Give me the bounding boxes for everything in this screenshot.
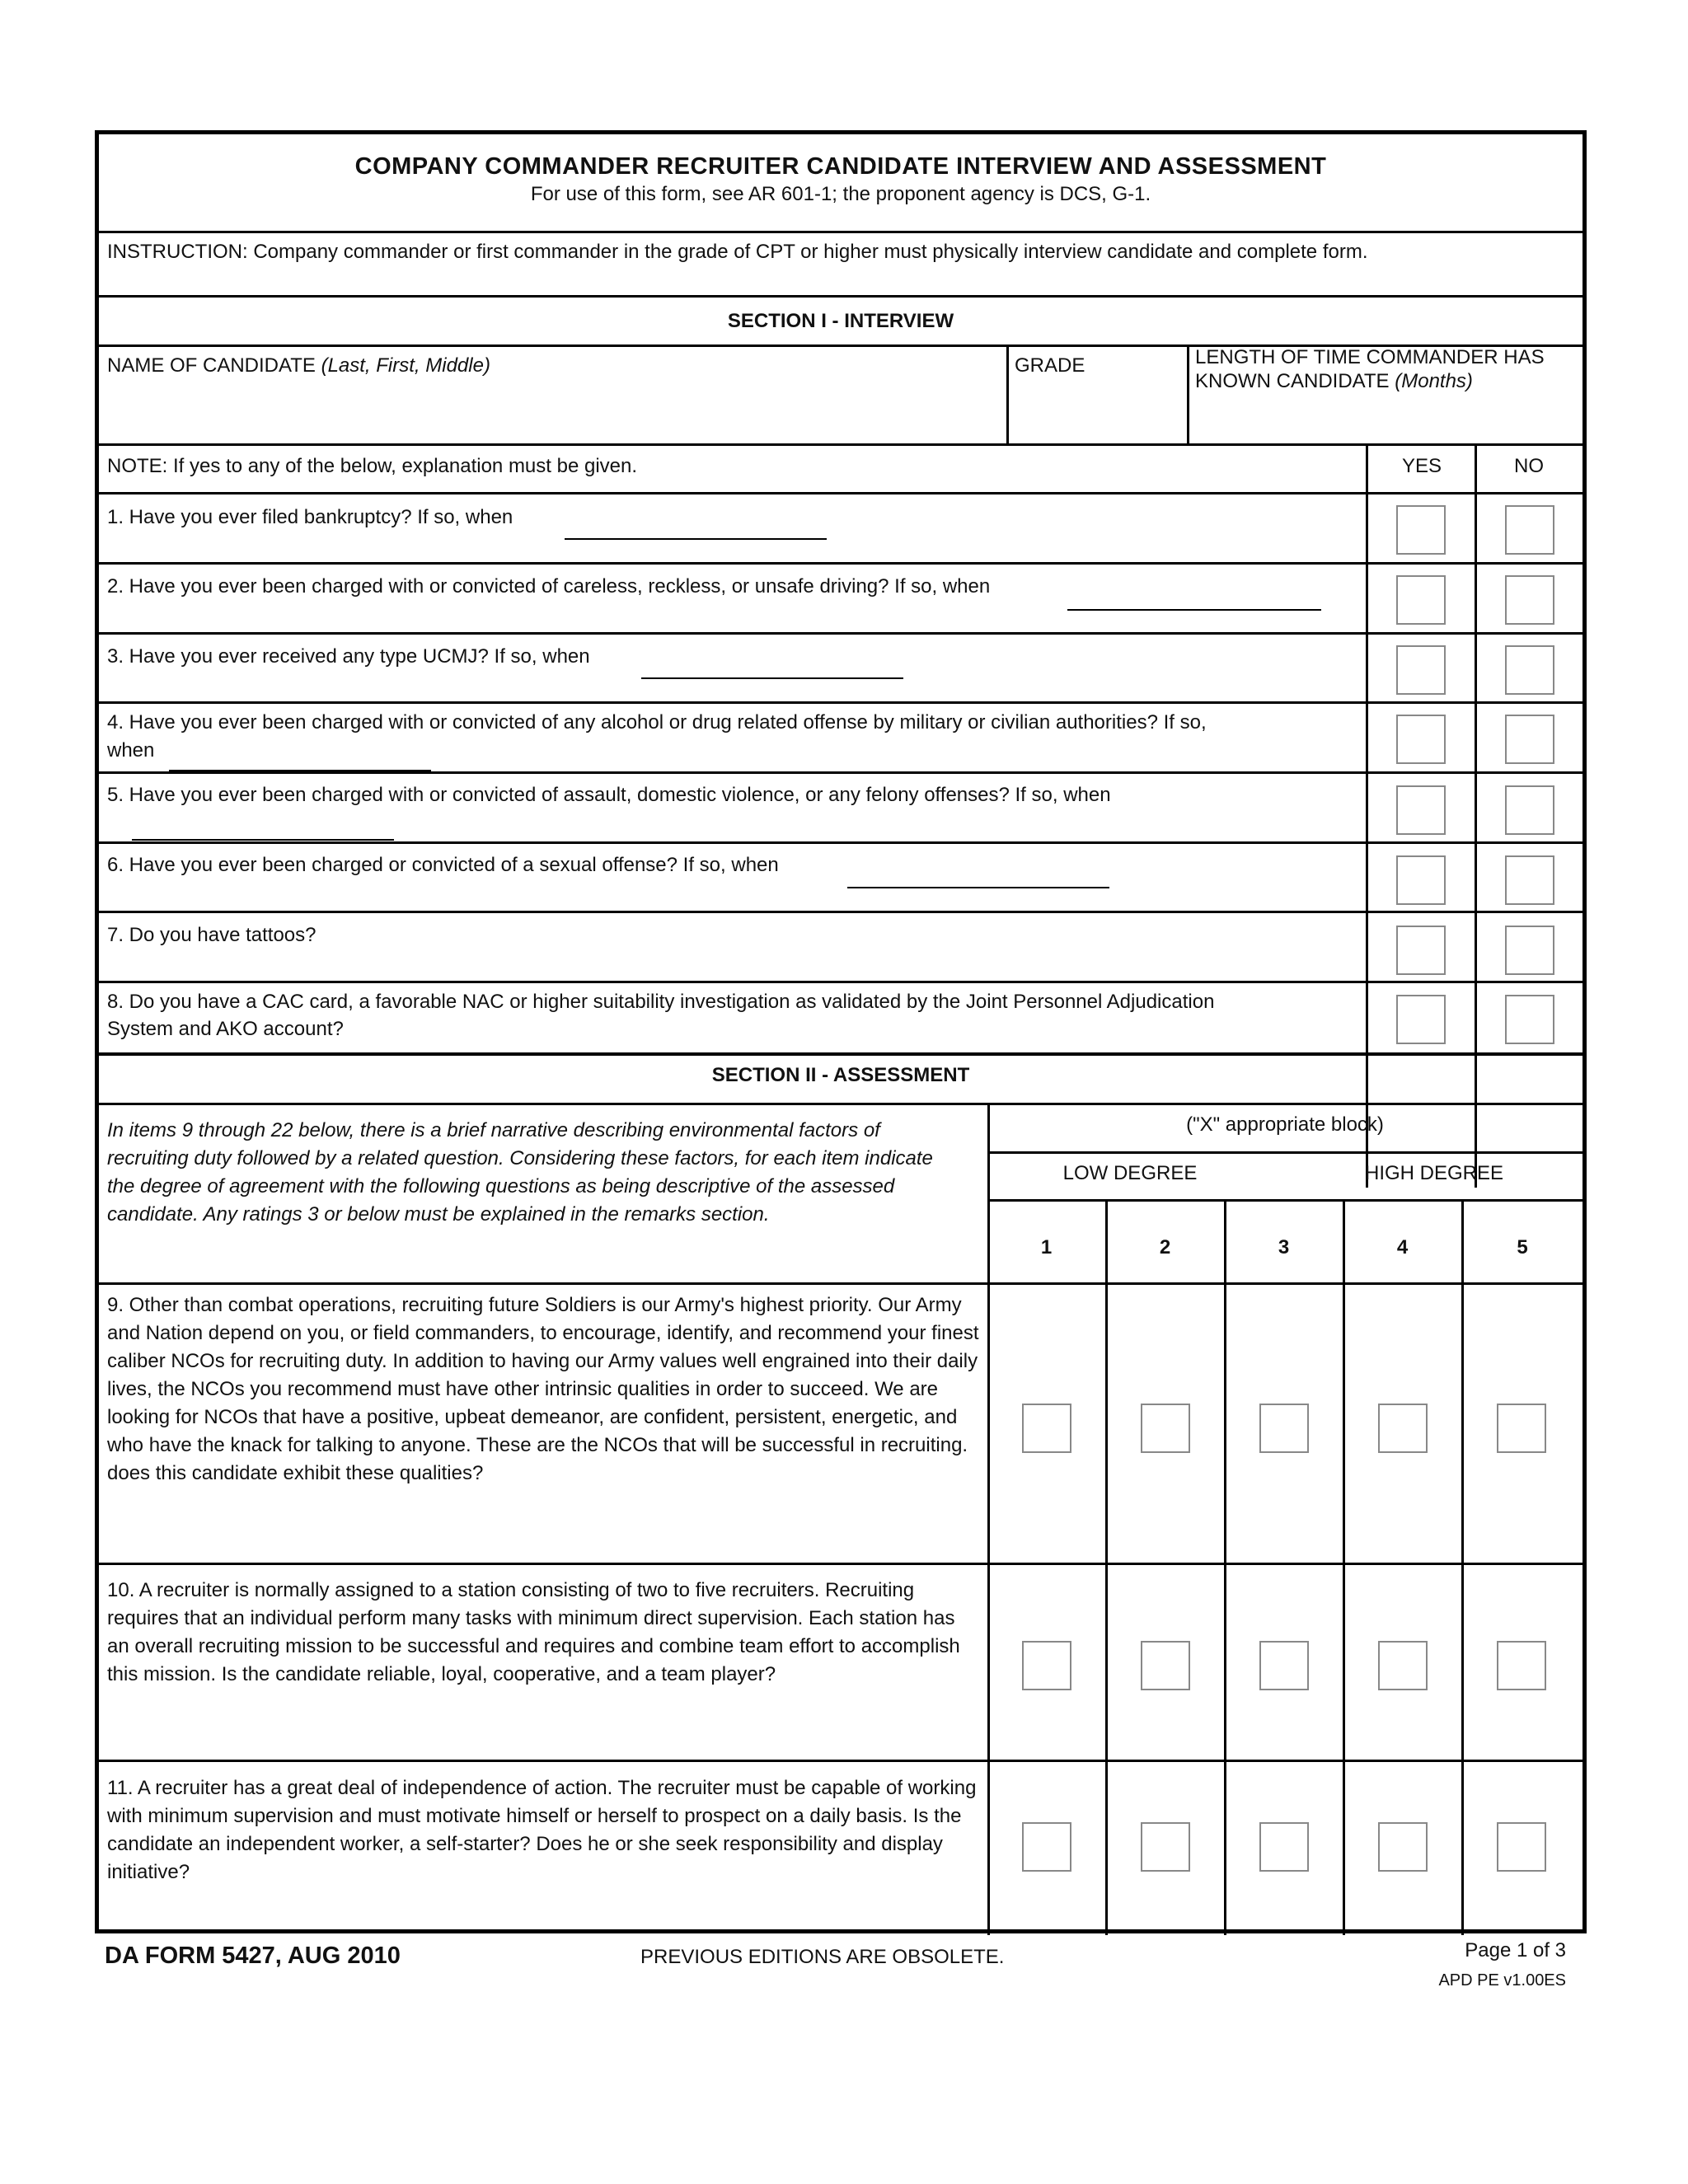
item-9-rating-3-checkbox[interactable] — [1259, 1404, 1309, 1453]
divider — [99, 562, 1582, 565]
form-subtitle: For use of this form, see AR 601-1; the proponent agency is DCS, G-1. — [530, 183, 1151, 205]
item-10-rating-4-checkbox[interactable] — [1378, 1641, 1428, 1690]
question-6-yes-checkbox[interactable] — [1396, 855, 1446, 905]
question-5-yes-checkbox[interactable] — [1396, 785, 1446, 835]
divider — [1343, 1199, 1345, 1935]
question-7-text: 7. Do you have tattoos? — [107, 924, 316, 946]
item-11-rating-1-checkbox[interactable] — [1022, 1822, 1071, 1872]
divider — [99, 771, 1582, 774]
form-id: DA FORM 5427, AUG 2010 — [105, 1943, 401, 1969]
question-8-text-line2: System and AKO account? — [107, 1018, 344, 1040]
scale-label-3: 3 — [1278, 1236, 1290, 1258]
item-10-rating-3-checkbox[interactable] — [1259, 1641, 1309, 1690]
section-1-title: SECTION I - INTERVIEW — [727, 310, 954, 332]
divider — [99, 1052, 1582, 1056]
question-4-text-line2: when — [107, 739, 155, 762]
question-6-when-line[interactable] — [847, 887, 1109, 888]
question-5-when-line[interactable] — [132, 839, 394, 841]
divider — [99, 701, 1582, 704]
item-9-rating-2-checkbox[interactable] — [1141, 1404, 1190, 1453]
item-9-rating-5-checkbox[interactable] — [1497, 1404, 1546, 1453]
scale-label-5: 5 — [1517, 1236, 1528, 1258]
assessment-item-9-text: 9. Other than combat operations, recruiting future Soldiers is our Army's highest priority. Our Army and Nation depend on you, or field commanders, to encourage, identify, and recommend your finest caliber NCOs for recruiting duty. In addition to having our Army values well engrained into their daily lives, the NCOs you recommend must have other intrinsic qualities in order to succeed. We are looking for NCOs that have a positive, upbeat demeanor, are confident, persistent, energetic, and who have the knack for talking to anyone. These are the NCOs that will be successful in recruiting. does this candidate exhibit these qualities? — [107, 1294, 979, 1484]
scale-label-4: 4 — [1396, 1236, 1409, 1258]
question-8-text-line1: 8. Do you have a CAC card, a favorable NAC or higher suitability investigation as validated by the Joint Personnel Adjudication — [107, 991, 1215, 1013]
divider — [99, 981, 1582, 983]
assessment-item-10-text: 10. A recruiter is normally assigned to a station consisting of two to five recruiters. Recruiting requires that an individual perform many tasks with minimum direct supervision. Each station has an overall recruiting mission to be successful and requires and combine team effort to accomplish this mission. Is the candidate reliable, loyal, cooperative, and a team player? — [107, 1579, 960, 1685]
divider — [1461, 1199, 1464, 1935]
section-2-title: SECTION II - ASSESSMENT — [711, 1064, 970, 1086]
length-input[interactable] — [1195, 398, 1574, 439]
divider — [99, 911, 1582, 913]
divider — [987, 1151, 1582, 1154]
note-text: NOTE: If yes to any of the below, explanation must be given. — [107, 455, 638, 477]
question-3-when-line[interactable] — [641, 677, 903, 679]
length-label-line2: KNOWN CANDIDATE (Months) — [1195, 370, 1473, 392]
divider — [99, 295, 1582, 298]
divider — [99, 1760, 1582, 1762]
form-title: COMPANY COMMANDER RECRUITER CANDIDATE INTERVIEW AND ASSESSMENT — [354, 153, 1327, 180]
divider — [1224, 1199, 1226, 1935]
question-1-no-checkbox[interactable] — [1505, 505, 1554, 555]
instruction-text: INSTRUCTION: Company commander or first commander in the grade of CPT or higher must physically interview candidate and complete form. — [107, 241, 1368, 263]
question-2-text: 2. Have you ever been charged with or convicted of careless, reckless, or unsafe driving? If so, when — [107, 575, 991, 598]
question-6-text: 6. Have you ever been charged or convicted of a sexual offense? If so, when — [107, 854, 779, 876]
question-8-yes-checkbox[interactable] — [1396, 995, 1446, 1044]
question-5-no-checkbox[interactable] — [1505, 785, 1554, 835]
divider — [99, 443, 1582, 446]
question-6-no-checkbox[interactable] — [1505, 855, 1554, 905]
item-10-rating-2-checkbox[interactable] — [1141, 1641, 1190, 1690]
assessment-item-11-text: 11. A recruiter has a great deal of independence of action. The recruiter must be capable of working with minimum supervision and must motivate himself or herself to prospect on a daily basis. Is the candidate an independent worker, a self-starter? Does he or she seek responsibility and display initiative? — [107, 1777, 977, 1883]
item-11-rating-4-checkbox[interactable] — [1378, 1822, 1428, 1872]
question-8-no-checkbox[interactable] — [1505, 995, 1554, 1044]
item-10-rating-1-checkbox[interactable] — [1022, 1641, 1071, 1690]
obsolete-notice: PREVIOUS EDITIONS ARE OBSOLETE. — [640, 1946, 1005, 1968]
item-11-rating-5-checkbox[interactable] — [1497, 1822, 1546, 1872]
name-label: NAME OF CANDIDATE (Last, First, Middle) — [107, 354, 490, 377]
mark-hint: ("X" appropriate block) — [1186, 1113, 1384, 1136]
divider — [987, 1103, 990, 1935]
question-7-no-checkbox[interactable] — [1505, 926, 1554, 975]
divider — [99, 841, 1582, 844]
no-header: NO — [1514, 455, 1544, 477]
item-11-rating-3-checkbox[interactable] — [1259, 1822, 1309, 1872]
question-7-yes-checkbox[interactable] — [1396, 926, 1446, 975]
form-version: APD PE v1.00ES — [1438, 1971, 1566, 1990]
divider — [99, 492, 1582, 494]
question-4-text-line1: 4. Have you ever been charged with or convicted of any alcohol or drug related offense by military or civilian authorities? If so, — [107, 711, 1207, 733]
divider — [99, 1103, 1582, 1105]
question-1-yes-checkbox[interactable] — [1396, 505, 1446, 555]
length-label-line1: LENGTH OF TIME COMMANDER HAS — [1195, 346, 1545, 368]
scale-label-1: 1 — [1040, 1236, 1053, 1258]
divider — [99, 632, 1582, 635]
item-9-rating-4-checkbox[interactable] — [1378, 1404, 1428, 1453]
divider — [99, 1282, 1582, 1285]
divider — [1187, 344, 1189, 443]
yes-header: YES — [1401, 455, 1442, 477]
divider — [99, 231, 1582, 233]
divider — [987, 1199, 1582, 1202]
question-4-yes-checkbox[interactable] — [1396, 715, 1446, 764]
low-degree-label: LOW DEGREE — [1062, 1162, 1198, 1184]
question-1-when-line[interactable] — [565, 538, 827, 540]
name-input[interactable] — [107, 382, 1006, 439]
divider — [1105, 1199, 1108, 1935]
item-11-rating-2-checkbox[interactable] — [1141, 1822, 1190, 1872]
question-2-when-line[interactable] — [1067, 609, 1321, 611]
scale-label-2: 2 — [1159, 1236, 1171, 1258]
divider — [99, 1563, 1582, 1565]
item-10-rating-5-checkbox[interactable] — [1497, 1641, 1546, 1690]
page-number: Page 1 of 3 — [1465, 1939, 1566, 1961]
grade-label: GRADE — [1015, 354, 1085, 377]
question-2-yes-checkbox[interactable] — [1396, 575, 1446, 625]
question-3-yes-checkbox[interactable] — [1396, 645, 1446, 695]
question-5-text: 5. Have you ever been charged with or convicted of assault, domestic violence, or any felony offenses? If so, when — [107, 784, 1111, 806]
assessment-instructions: In items 9 through 22 below, there is a brief narrative describing environmental factors of recruiting duty followed by a related question. Considering these factors, for each item indicate the degree of agreement with the following questions as being descriptive of the assessed candidate. Any ratings 3 or below must be explained in the remarks section. — [107, 1119, 933, 1226]
high-degree-label: HIGH DEGREE — [1364, 1162, 1504, 1184]
question-3-text: 3. Have you ever received any type UCMJ? If so, when — [107, 645, 590, 668]
question-2-no-checkbox[interactable] — [1505, 575, 1554, 625]
question-3-no-checkbox[interactable] — [1505, 645, 1554, 695]
grade-input[interactable] — [1014, 382, 1179, 439]
item-9-rating-1-checkbox[interactable] — [1022, 1404, 1071, 1453]
divider — [1006, 344, 1009, 443]
question-4-no-checkbox[interactable] — [1505, 715, 1554, 764]
form-frame — [95, 130, 1587, 1933]
question-1-text: 1. Have you ever filed bankruptcy? If so, when — [107, 506, 513, 528]
